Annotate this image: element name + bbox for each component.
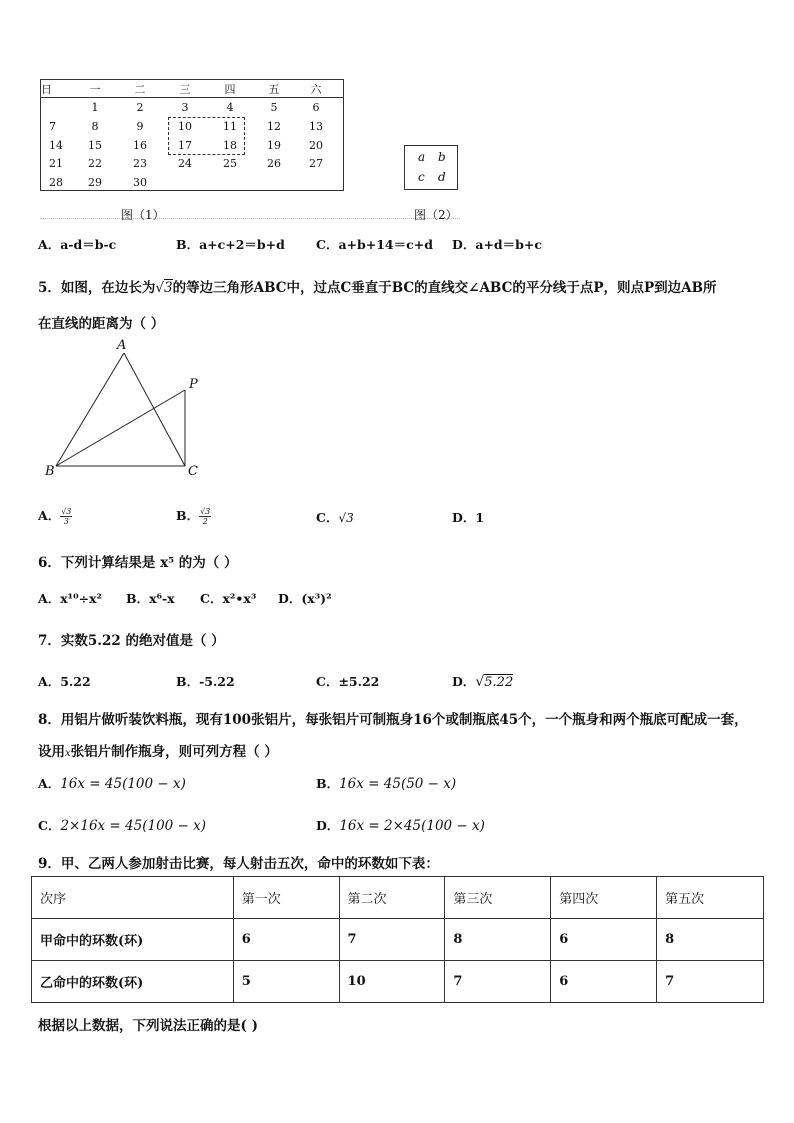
- q6-stem: 6．下列计算结果是 x⁵ 的为（ ）: [38, 555, 238, 571]
- q8-option-d-label: D．: [316, 818, 340, 833]
- calendar-day: 2: [136, 101, 144, 114]
- q7-option-b: B．-5.22: [176, 674, 235, 689]
- q5-sqrt-sign: √: [155, 280, 165, 296]
- table-cell: 6: [551, 919, 657, 961]
- calendar-day: 25: [223, 157, 237, 170]
- table-cell: 6: [551, 961, 657, 1003]
- q5-option-c-value: √3: [338, 511, 354, 525]
- q5-option-a: [38, 506, 72, 526]
- calendar-day: 10: [178, 120, 192, 133]
- q9-score-table: [31, 876, 764, 1003]
- q6-option-c: C．x²•x³: [200, 591, 257, 606]
- table-cell: 乙命中的环数(环): [32, 961, 234, 1003]
- calendar-weekday-header: 四: [224, 83, 236, 96]
- segment-bp: [56, 390, 185, 466]
- table-header-cell: 次序: [32, 877, 234, 919]
- calendar-day: 1: [91, 101, 99, 114]
- table-cell: 8: [657, 919, 764, 961]
- calendar-highlight-box: [168, 117, 245, 155]
- table-cell: 5: [233, 961, 339, 1003]
- table-cell: 6: [233, 919, 339, 961]
- q8-stem-post: 张铝片制作瓶身，则可列方程（ ）: [70, 744, 278, 760]
- q4-option-b: B．a+c+2＝b+d: [176, 237, 285, 252]
- figure2-c: c: [418, 170, 425, 184]
- calendar-day: 24: [178, 157, 192, 170]
- calendar-weekday-header: 五: [268, 83, 280, 96]
- calendar-day: 3: [181, 101, 189, 114]
- q7-sqrt-sign: √: [475, 674, 485, 690]
- calendar-day: 11: [223, 120, 237, 133]
- calendar-day: 8: [91, 120, 99, 133]
- table-cell: 甲命中的环数(环): [32, 919, 234, 961]
- q8-stem-pre: 设用: [38, 744, 65, 760]
- q9-stem: 9．甲、乙两人参加射击比赛，每人射击五次，命中的环数如下表：: [38, 856, 439, 872]
- calendar-weekday-header: 日: [41, 83, 52, 96]
- figure2-b: b: [438, 150, 446, 164]
- table-header-cell: 第二次: [339, 877, 445, 919]
- calendar-day: 5: [270, 101, 278, 114]
- q8-stem-line1: 8．用铝片做听装饮料瓶，现有100张铝片，每张铝片可制瓶身16个或制瓶底45个，一个瓶身和两个瓶底可配成一套，: [38, 712, 748, 728]
- q7-option-a: A．5.22: [38, 674, 91, 689]
- figure2-d: d: [438, 170, 446, 184]
- table-cell: 7: [445, 961, 551, 1003]
- label-a: A: [117, 338, 127, 353]
- table-header-cell: 第五次: [657, 877, 764, 919]
- q9-footer: 根据以上数据，下列说法正确的是( ): [38, 1018, 258, 1034]
- q5-option-b-denominator: 2: [202, 517, 208, 526]
- figure2-caption: 图（2）: [414, 208, 458, 222]
- q5-option-a-numerator: √3: [61, 507, 72, 516]
- figure2-box: [404, 145, 458, 190]
- calendar-day: 26: [267, 157, 281, 170]
- calendar-day: 22: [88, 157, 102, 170]
- q8-stem-var: x: [65, 748, 71, 759]
- table-row: [32, 919, 764, 961]
- calendar-day: 4: [226, 101, 234, 114]
- table-row: [32, 961, 764, 1003]
- label-p: P: [189, 377, 198, 392]
- q5-stem-line2: 在直线的距离为（ ）: [38, 316, 165, 332]
- calendar-day: 21: [49, 157, 63, 170]
- calendar-day: 9: [136, 120, 144, 133]
- q8-option-c-equation: 2×16x = 45(100 − x): [60, 818, 207, 834]
- calendar-day: 29: [88, 176, 102, 189]
- label-b: B: [45, 464, 55, 479]
- q5-stem-pre: 5．如图，在边长为: [38, 280, 156, 296]
- q8-option-c-label: C．: [38, 818, 61, 833]
- calendar-day: 30: [133, 176, 147, 189]
- calendar-day: 23: [133, 157, 147, 170]
- q5-sqrt-value: 3: [164, 280, 173, 296]
- q6-option-a: A．x¹⁰÷x²: [38, 591, 103, 606]
- q8-option-a-equation: 16x = 45(100 − x): [60, 776, 186, 792]
- calendar-day: 7: [49, 120, 56, 133]
- calendar-day: 12: [267, 120, 281, 133]
- calendar-weekday-header: 三: [179, 83, 191, 96]
- label-c: C: [188, 464, 198, 479]
- q5-stem-post: 的等边三角形ABC中，过点C垂直于BC的直线交∠ABC的平分线于点P，则点P到边AB所: [172, 280, 717, 296]
- calendar-day: 18: [223, 139, 237, 152]
- q6-option-b: B．x⁶-x: [126, 591, 175, 606]
- segment-ac: [124, 353, 185, 466]
- q8-option-c: [38, 816, 206, 834]
- table-cell: 7: [339, 919, 445, 961]
- q5-option-a-label: A．: [38, 508, 61, 523]
- q7-stem: 7．实数5.22 的绝对值是（ ）: [38, 633, 225, 649]
- calendar-day: 19: [267, 139, 281, 152]
- figure1-caption: 图（1）: [121, 208, 165, 222]
- calendar-day: 6: [312, 101, 320, 114]
- q5-option-b-label: B．: [176, 508, 200, 523]
- table-cell: 8: [445, 919, 551, 961]
- q4-option-a: A．a-d＝b-c: [38, 237, 117, 252]
- q8-stem-line2: [38, 740, 278, 760]
- table-cell: 10: [339, 961, 445, 1003]
- calendar-day: 16: [133, 139, 147, 152]
- q7-option-d: [452, 672, 513, 690]
- q7-option-d-label: D．: [452, 674, 476, 689]
- q7-option-d-value: 5.22: [484, 675, 514, 690]
- q8-option-b-equation: 16x = 45(50 − x): [339, 776, 457, 792]
- calendar-day: 20: [309, 139, 323, 152]
- q5-option-b-fraction: [199, 507, 211, 526]
- q7-option-c: C．±5.22: [316, 674, 380, 689]
- q5-option-b-numerator: √3: [200, 507, 211, 516]
- table-header-cell: 第三次: [445, 877, 551, 919]
- table-cell: 7: [657, 961, 764, 1003]
- calendar-day: 17: [178, 139, 192, 152]
- segment-ab: [56, 353, 124, 466]
- q5-option-c-label: C．: [316, 510, 339, 525]
- table-header-cell: 第四次: [551, 877, 657, 919]
- figure-baseline: [40, 218, 460, 219]
- q8-option-a: [38, 774, 186, 792]
- q5-triangle-figure: [40, 336, 220, 481]
- table-header-row: [32, 877, 764, 919]
- q5-stem-line1: [38, 276, 717, 296]
- q4-option-c: C．a+b+14＝c+d: [316, 237, 433, 252]
- q8-option-d-equation: 16x = 2×45(100 − x): [339, 818, 485, 834]
- q5-option-a-fraction: [60, 507, 72, 526]
- calendar-weekday-header: 一: [89, 83, 101, 96]
- q5-option-c: [316, 508, 354, 526]
- q4-option-d: D．a+d＝b+c: [452, 237, 542, 252]
- q8-option-d: [316, 816, 485, 834]
- q8-option-b-label: B．: [316, 776, 340, 791]
- calendar-day: 27: [309, 157, 323, 170]
- calendar-weekday-header: 六: [310, 83, 322, 96]
- calendar-day: 14: [49, 139, 63, 152]
- calendar-day: 28: [49, 176, 63, 189]
- figure2-a: a: [418, 150, 426, 164]
- q8-option-a-label: A．: [38, 776, 61, 791]
- calendar-day: 13: [309, 120, 323, 133]
- q8-option-b: [316, 774, 456, 792]
- q5-option-d: D．1: [452, 510, 485, 525]
- table-header-cell: 第一次: [233, 877, 339, 919]
- calendar-weekday-header: 二: [134, 83, 146, 96]
- q6-option-d: D．(x³)²: [278, 591, 332, 606]
- q5-option-b: [176, 506, 211, 526]
- q5-option-a-denominator: 3: [63, 517, 69, 526]
- calendar-day: 15: [88, 139, 102, 152]
